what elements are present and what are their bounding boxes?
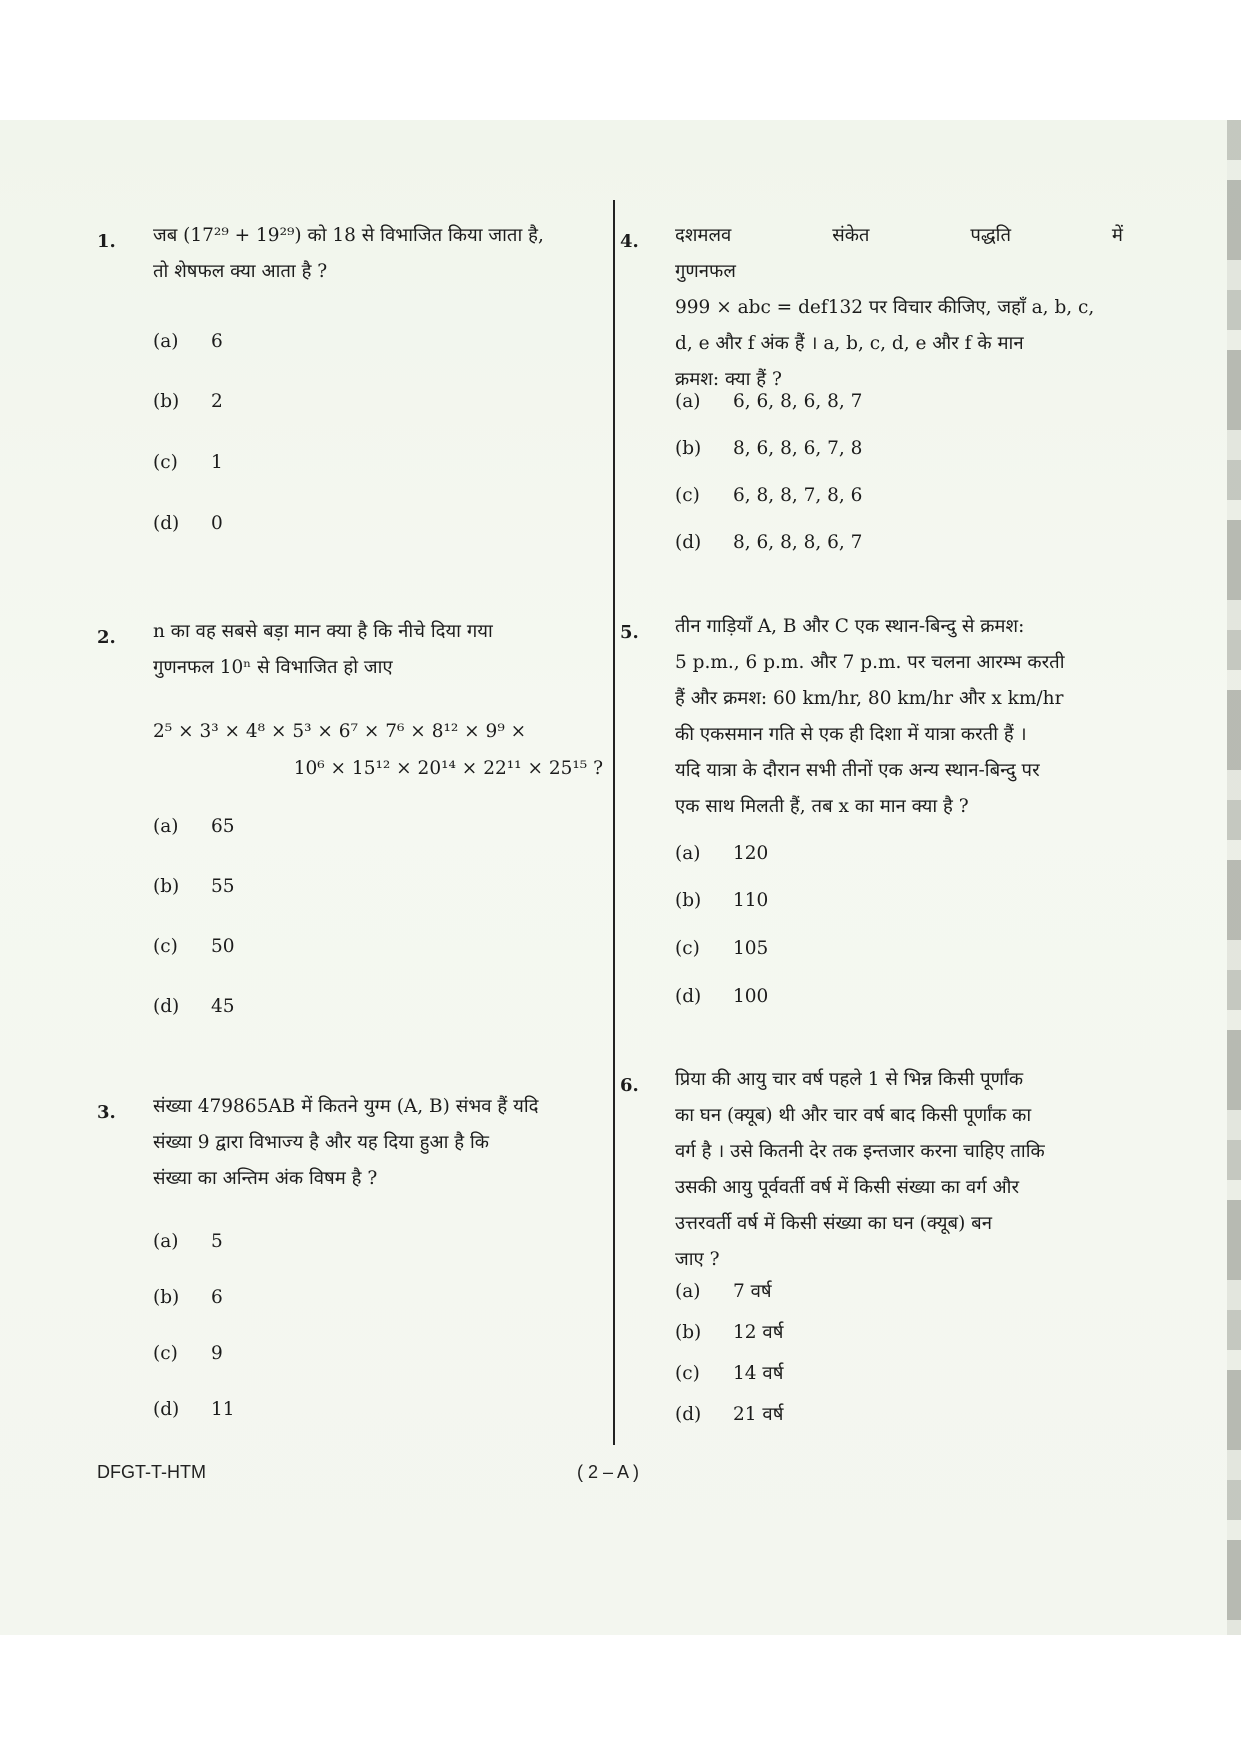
option-value: 7 वर्ष [733,1281,772,1302]
question-number: 3. [97,1102,116,1123]
option-label: (d) [153,1399,180,1420]
question-line: जाए ? [675,1249,720,1270]
option-label: (d) [675,532,702,553]
option-4c[interactable] [675,484,862,508]
option-value: 55 [211,876,235,897]
question-text [675,1062,1123,1278]
question-line: संख्या का अन्तिम अंक विषम है ? [153,1168,378,1189]
question-line: का घन (क्यूब) थी और चार वर्ष बाद किसी पूर्णांक का [675,1105,1032,1126]
option-value: 6 [211,1287,223,1308]
option-2d[interactable] [153,995,235,1019]
option-label: (a) [153,1231,179,1252]
option-5a[interactable] [675,842,768,866]
option-label: (b) [153,876,180,897]
option-label: (a) [675,391,701,412]
option-value: 11 [211,1399,235,1420]
option-label: (a) [675,1281,701,1302]
question-number: 2. [97,627,116,648]
option-label: (c) [153,452,178,473]
option-label: (a) [153,331,179,352]
question-text [675,609,1123,825]
paper-code: DFGT-T-HTM [97,1462,206,1482]
option-label: (d) [675,986,702,1007]
option-6b[interactable] [675,1321,783,1345]
question-text [153,614,605,686]
option-label: (c) [675,485,700,506]
question-number: 5. [620,622,639,643]
option-3b[interactable] [153,1286,223,1310]
option-label: (b) [153,1287,180,1308]
option-4d[interactable] [675,531,862,555]
question-line: संख्या 9 द्वारा विभाज्य है और यह दिया हुआ है कि [153,1132,489,1153]
option-value: 12 वर्ष [733,1322,784,1343]
option-5c[interactable] [675,937,768,961]
question-line: d, e और f अंक हैं । a, b, c, d, e और f के मान [675,333,1024,354]
option-label: (b) [675,890,702,911]
option-label: (b) [153,391,180,412]
page-number: ( 2 – A ) [577,1462,640,1482]
option-value: 6, 6, 8, 6, 8, 7 [733,391,863,412]
option-1b[interactable] [153,390,223,414]
option-label: (d) [153,513,180,534]
option-1c[interactable] [153,451,223,475]
option-5b[interactable] [675,889,768,913]
option-3a[interactable] [153,1230,223,1254]
option-value: 45 [211,996,235,1017]
question-line: उत्तरवर्ती वर्ष में किसी संख्या का घन (क्यूब) बन [675,1213,993,1234]
question-line: क्रमश: क्या हैं ? [675,369,782,390]
option-1d[interactable] [153,512,223,536]
question-line: की एकसमान गति से एक ही दिशा में यात्रा करती हैं । [675,724,1027,745]
question-line: दशमलव संकेत पद्धति में गुणनफल [675,225,1123,282]
option-6a[interactable] [675,1280,772,1304]
question-line: हैं और क्रमश: 60 km/hr, 80 km/hr और x km/hr [675,688,1064,709]
expression-line-1: 2⁵ × 3³ × 4⁸ × 5³ × 6⁷ × 7⁶ × 8¹² × 9⁹ × [153,721,527,742]
question-line: यदि यात्रा के दौरान सभी तीनों एक अन्य स्थान-बिन्दु पर [675,760,1040,781]
option-label: (a) [153,816,179,837]
question-line: तो शेषफल क्या आता है ? [153,261,328,282]
option-label: (b) [675,1322,702,1343]
question-line: 999 × abc = def132 पर विचार कीजिए, जहाँ a, b, c, [675,297,1095,318]
column-divider [613,200,615,1445]
option-6c[interactable] [675,1362,783,1386]
question-line: वर्ग है । उसे कितनी देर तक इन्तजार करना चाहिए ताकि [675,1141,1045,1162]
option-label: (d) [153,996,180,1017]
expression-line-2: 10⁶ × 15¹² × 20¹⁴ × 22¹¹ × 25¹⁵ ? [293,758,603,779]
question-line: तीन गाड़ियाँ A, B और C एक स्थान-बिन्दु से क्रमश: [675,616,1025,637]
option-label: (b) [675,438,702,459]
scan-edge [1227,120,1241,1635]
option-value: 1 [211,452,223,473]
option-value: 21 वर्ष [733,1404,784,1425]
question-line: संख्या 479865AB में कितने युग्म (A, B) संभव हैं यदि [153,1096,539,1117]
question-line: उसकी आयु पूर्ववर्ती वर्ष में किसी संख्या का वर्ग और [675,1177,1020,1198]
option-3c[interactable] [153,1342,223,1366]
question-text [153,218,605,290]
option-1a[interactable] [153,330,223,354]
option-value: 2 [211,391,223,412]
option-3d[interactable] [153,1398,235,1422]
option-value: 120 [733,843,769,864]
option-value: 0 [211,513,223,534]
option-value: 110 [733,890,769,911]
option-value: 5 [211,1231,223,1252]
option-value: 105 [733,938,769,959]
option-value: 14 वर्ष [733,1363,784,1384]
option-2a[interactable] [153,815,235,839]
question-text [153,1089,605,1197]
option-6d[interactable] [675,1403,783,1427]
question-line: एक साथ मिलती हैं, तब x का मान क्या है ? [675,796,969,817]
question-line: गुणनफल 10ⁿ से विभाजित हो जाए [153,657,393,678]
option-value: 65 [211,816,235,837]
question-line: प्रिया की आयु चार वर्ष पहले 1 से भिन्न किसी पूर्णांक [675,1069,1024,1090]
option-2c[interactable] [153,935,235,959]
question-line: 5 p.m., 6 p.m. और 7 p.m. पर चलना आरम्भ करती [675,652,1065,673]
question-number: 6. [620,1075,639,1096]
option-5d[interactable] [675,985,768,1009]
option-label: (c) [675,1363,700,1384]
option-value: 8, 6, 8, 6, 7, 8 [733,438,863,459]
question-number: 4. [620,231,639,252]
option-value: 9 [211,1343,223,1364]
question-line: n का वह सबसे बड़ा मान क्या है कि नीचे दिया गया [153,621,493,642]
option-label: (c) [153,1343,178,1364]
option-label: (a) [675,843,701,864]
question-text [675,218,1123,398]
option-2b[interactable] [153,875,235,899]
option-label: (d) [675,1404,702,1425]
option-4b[interactable] [675,437,862,461]
option-label: (c) [153,936,178,957]
question-line: जब (17²⁹ + 19²⁹) को 18 से विभाजित किया जाता है, [153,225,544,246]
question-number: 1. [97,231,116,252]
option-value: 50 [211,936,235,957]
option-value: 6 [211,331,223,352]
option-value: 100 [733,986,769,1007]
option-label: (c) [675,938,700,959]
option-value: 6, 8, 8, 7, 8, 6 [733,485,863,506]
option-value: 8, 6, 8, 8, 6, 7 [733,532,863,553]
option-4a[interactable] [675,390,862,414]
